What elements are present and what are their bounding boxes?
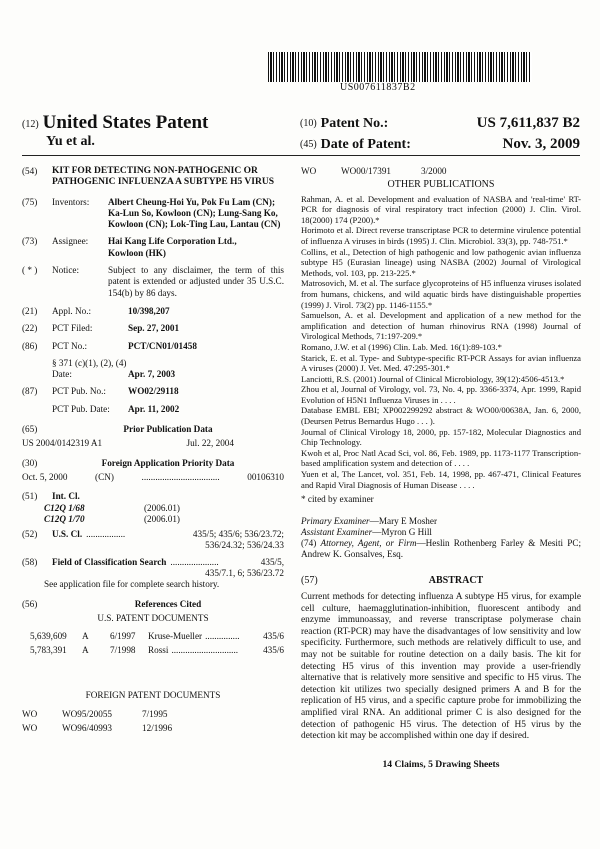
us-doc-name: Kruse-Mueller — [148, 631, 203, 642]
us-doc-class: 435/6 — [263, 631, 284, 642]
primary-examiner — [301, 516, 581, 527]
assistant-examiner-label: Assistant Examiner — [301, 526, 373, 537]
us-doc-dots: ............................. — [171, 644, 239, 655]
patent-title: KIT FOR DETECTING NON-PATHOGENIC OR PATHOGENIC INFLUENZA A SUBTYPE H5 VIRUS — [52, 166, 274, 188]
field-search-note: See application file for complete search history. — [44, 579, 220, 590]
inventors: Albert Cheung-Hoi Yu, Pok Fu Lam (CN); Ka-Lun So, Kowloon (CN); Lung-Sang Ko, Kowloon (CN); Lok-Ting Lau, Lantau (CN) — [108, 196, 281, 230]
uscl-label: U.S. Cl. — [52, 529, 83, 540]
pct-filed-date: Sep. 27, 2001 — [128, 323, 180, 334]
publication-entry: Lanciotti, R.S. (2001) Journal of Clinical Microbiology, 39(12):4506-4513.* — [301, 373, 565, 384]
inventor-short: Yu et al. — [46, 134, 95, 149]
inventors-field — [22, 197, 284, 231]
patent-header-right — [300, 114, 580, 153]
us-doc-dots: ............... — [205, 631, 240, 642]
header-rule — [22, 155, 580, 156]
code-58: (58) — [22, 556, 38, 567]
us-doc-row — [30, 645, 284, 656]
s371-label: § 371 (c)(1), (2), (4) Date: — [52, 357, 127, 380]
code-45: (45) — [300, 138, 317, 150]
cited-by-note: * cited by examiner — [301, 494, 374, 505]
attorney-name: —Heslin Rothenberg Farley & Mesiti PC; Andrew K. Gonsalves, Esq. — [301, 538, 582, 560]
code-75: (75) — [22, 196, 38, 207]
refs-title: References Cited — [134, 598, 202, 609]
uscl-dots: ................. — [86, 529, 126, 540]
foreign-doc-date: 12/1996 — [142, 723, 173, 734]
foreign-doc-row — [22, 709, 284, 720]
us-doc-kind: A — [82, 644, 89, 655]
appl-label: Appl. No.: — [52, 305, 92, 316]
us-doc-class: 435/6 — [263, 644, 284, 655]
pct-pub-date-field — [22, 404, 284, 415]
patent-type: United States Patent — [42, 112, 209, 133]
code-52: (52) — [22, 529, 38, 540]
prior-pub-heading — [22, 424, 284, 435]
abstract-title: ABSTRACT — [428, 574, 484, 586]
prior-pub-date: Jul. 22, 2004 — [186, 438, 234, 449]
inventors-label: Inventors: — [52, 196, 90, 207]
foreign-doc-country: WO — [22, 723, 38, 734]
date-label: Date of Patent: — [320, 137, 411, 152]
field-search-line1: 435/5, — [260, 556, 284, 567]
s371-date: Apr. 7, 2003 — [128, 369, 176, 380]
claims-summary: 14 Claims, 5 Drawing Sheets — [382, 758, 500, 770]
publication-entry: Horimoto et al. Direct reverse transcriptase PCR to determine virulence potential of influenza A viruses in birds (1995) J. Clin. Microbiol. 33(3), pp. 748-751.* — [301, 225, 581, 246]
us-doc-kind: A — [82, 631, 89, 642]
publication-entry: Matrosovich, M. et al. The surface glycoproteins of H5 influenza viruses isolated from humans, chickens, and wild aquatic birds have distinguishable properties (1999) J. Virol. 73(2) pp. 1146-1155.* — [301, 278, 581, 310]
foreign-doc-row — [22, 723, 284, 734]
patent-header-left — [22, 112, 208, 150]
intcl-field — [22, 491, 284, 502]
us-doc-row — [30, 631, 284, 642]
uscl-field — [22, 529, 284, 540]
foreign-doc-date: 7/1995 — [142, 709, 168, 720]
us-doc-date: 7/1998 — [110, 644, 136, 655]
code-57: (57) — [301, 574, 318, 586]
patent-number: US 7,611,837 B2 — [476, 115, 580, 131]
wo-doc-row — [301, 166, 581, 177]
foreign-priority-country: (CN) — [95, 471, 114, 482]
intcl-list — [22, 503, 284, 526]
abstract-text: Current methods for detecting influenza A subtype H5 virus, for example cell culture, haemagglutination-inhibition, fluorescent antibody and enzyme immunoassay, and reverse transcriptase polymerase chain reaction (RT-PCR) may have the disadvantages of low sensitivity and low specificity. Furthermore, such methods are relatively difficult to use, and may not be suitable for routine detection on a daily basis. The kit for detecting H5 virus of this invention may provide a user-friendly alternative that is relatively more sensitive and specific to H5 virus. The detection kit utilizes two specially designed primers A and B for the replication of H5 virus, and a specific capture probe for immobilizing the amplified viral RNA. An additional primer C is also designed for the detection of pathogenic H5 virus. The detection of H5 virus by the detection kit may be accomplished within one day if desired. — [301, 592, 581, 742]
us-doc-number: 5,783,391 — [30, 644, 67, 655]
code-65: (65) — [22, 424, 38, 435]
code-86: (86) — [22, 340, 38, 351]
code-74: (74) — [301, 538, 317, 549]
foreign-priority-heading — [22, 458, 284, 469]
code-87: (87) — [22, 386, 38, 397]
intcl-version: (2006.01) — [144, 513, 180, 524]
code-22: (22) — [22, 323, 38, 334]
other-publications — [301, 194, 581, 491]
foreign-doc-country: WO — [22, 709, 38, 720]
publication-entry: Starick, E. et al. Type- and Subtype-specific RT-PCR Assays for avian influenza A viruses (2000) J. Vet. Med. 47:295-301.* — [301, 352, 581, 374]
field-search-label: Field of Classification Search — [52, 556, 167, 567]
us-doc-date: 6/1997 — [110, 631, 136, 642]
pct-pub-number: WO02/29118 — [128, 386, 179, 397]
attorney — [301, 538, 581, 561]
publication-entry: Database EMBL EBI; XP002299292 abstract & WO00/00638A, Jan. 6, 2000, (Deursen Petrus Bernardus Hugo . . . ). — [301, 405, 581, 427]
intcl-class: C12Q 1/68 — [44, 502, 85, 513]
uscl-line2: 536/24.32; 536/24.33 — [205, 540, 284, 551]
assignee-field — [22, 236, 284, 259]
foreign-docs-title: FOREIGN PATENT DOCUMENTS — [85, 689, 221, 700]
us-docs-list — [22, 631, 284, 656]
primary-examiner-name: —Mary E Mosher — [369, 515, 438, 526]
foreign-doc-number: WO96/40993 — [62, 723, 113, 734]
pct-no-label: PCT No.: — [52, 340, 88, 351]
publication-entry: Zhou et al, Journal of Virology, vol. 73, No. 4, pp. 3366-3374, Apr. 1999, Rapid Evolution of H5N1 Influenza Viruses in . . . . — [301, 384, 581, 405]
intcl-class: C12Q 1/70 — [44, 513, 85, 524]
pct-pub-field — [22, 386, 284, 397]
intcl-version: (2006.01) — [144, 502, 180, 513]
us-docs-title: U.S. PATENT DOCUMENTS — [97, 612, 209, 623]
wo-doc-number: WO00/17391 — [341, 166, 392, 176]
prior-pub-title: Prior Publication Data — [123, 424, 213, 435]
foreign-priority-row — [22, 472, 284, 483]
publication-entry: Romano, J.W. et al (1996) Clin. Lab. Med. 16(1):89-103.* — [301, 341, 502, 352]
right-column — [301, 166, 581, 770]
publication-entry: Collins, et al., Detection of high pathogenic and low pathogenic avian influenza subtype H5 (Eurasian lineage) using NASBA (2002) Journal of Virological Methods, vol. 103, pp. 213-225.* — [301, 246, 581, 278]
notice-field — [22, 265, 284, 299]
code-10: (10) — [300, 117, 317, 129]
pct-no-field — [22, 341, 284, 352]
assignee-name: Hai Kang Life Corporation Ltd., — [108, 236, 237, 247]
pct-pub-date: Apr. 11, 2002 — [128, 403, 180, 414]
code-notice: ( * ) — [22, 265, 38, 276]
left-column — [22, 166, 284, 735]
publication-entry: Samuelson, A. et al. Development and application of a new method for the amplification and detection of human rhinovirus RNA (1998) Journal of Virological Methods, 71:197-209.* — [301, 310, 581, 342]
us-doc-name: Rossi — [148, 644, 169, 655]
prior-pub-number: US 2004/0142319 A1 — [22, 438, 103, 449]
field-search-field — [22, 557, 284, 568]
code-73: (73) — [22, 236, 38, 247]
field-search-line2: 435/7.1, 6; 536/23.72 — [205, 568, 284, 579]
pct-pub-label: PCT Pub. No.: — [52, 386, 106, 397]
notice-label: Notice: — [52, 265, 80, 276]
s371-field — [22, 358, 284, 381]
foreign-priority-dots: .................................. — [141, 471, 220, 482]
code-56: (56) — [22, 598, 38, 609]
code-21: (21) — [22, 305, 38, 316]
refs-heading — [22, 599, 284, 610]
patent-date: Nov. 3, 2009 — [502, 136, 580, 152]
publication-entry: Journal of Clinical Virology 18, 2000, pp. 157-182, Molecular Diagnostics and Chip Technology. — [301, 426, 581, 448]
code-51: (51) — [22, 491, 38, 502]
assignee-location: Kowloon (HK) — [108, 247, 166, 258]
code-12: (12) — [22, 118, 39, 130]
attorney-label: Attorney, Agent, or Firm — [320, 538, 417, 549]
assistant-examiner — [301, 527, 581, 538]
uscl-line1: 435/5; 435/6; 536/23.72; — [192, 529, 284, 540]
foreign-docs-list — [22, 709, 284, 735]
appl-number: 10/398,207 — [128, 305, 170, 316]
publication-entry: Yuen et al, The Lancet, vol. 351, Feb. 14, 1998, pp. 467-471, Clinical Features and Rapid Viral Diagnosis of Human Disease . . . . — [301, 469, 581, 490]
other-pubs-title: OTHER PUBLICATIONS — [387, 179, 495, 191]
publication-entry: Kwoh et al, Proc Natl Acad Sci, vol. 86, Feb. 1989, pp. 1173-1177 Transcription-based amplification system and detection of . . . . — [301, 447, 581, 469]
notice-text: Subject to any disclaimer, the term of this patent is extended or adjusted under 35 U.S.C. 154(b) by 86 days. — [108, 265, 284, 298]
pct-pub-date-label: PCT Pub. Date: — [52, 403, 110, 414]
appl-field — [22, 306, 284, 317]
field-search-dots: ..................... — [170, 556, 219, 567]
foreign-priority-number: 00106310 — [247, 471, 284, 482]
foreign-priority-title: Foreign Application Priority Data — [101, 457, 235, 468]
code-54: (54) — [22, 166, 38, 176]
assistant-examiner-name: —Myron G Hill — [372, 526, 432, 537]
prior-pub-row — [22, 438, 284, 449]
barcode-number: US007611837B2 — [340, 82, 416, 93]
abstract-heading — [301, 575, 581, 586]
assignee-label: Assignee: — [52, 236, 89, 247]
intcl-item — [44, 514, 284, 525]
title-field — [22, 166, 284, 189]
foreign-priority-date: Oct. 5, 2000 — [22, 471, 68, 482]
foreign-doc-number: WO95/20055 — [62, 709, 113, 720]
pct-filed-field — [22, 323, 284, 334]
pct-filed-label: PCT Filed: — [52, 323, 93, 334]
wo-doc-country: WO — [301, 166, 317, 176]
code-30: (30) — [22, 457, 38, 468]
intcl-item — [44, 503, 284, 514]
publication-entry: Rahman, A. et al. Development and evaluation of NASBA and 'real-time' RT-PCR for diagnosis of viral respiratory tract infection (2000) J. Clin. Virol. 18(2000) 174 (P200).* — [301, 193, 581, 225]
patent-no-label: Patent No.: — [320, 116, 389, 131]
intcl-label: Int. Cl. — [52, 491, 80, 502]
wo-doc-date: 3/2000 — [421, 166, 447, 176]
primary-examiner-label: Primary Examiner — [301, 515, 370, 526]
barcode — [268, 52, 532, 82]
us-doc-number: 5,639,609 — [30, 631, 67, 642]
pct-number: PCT/CN01/01458 — [128, 340, 197, 351]
